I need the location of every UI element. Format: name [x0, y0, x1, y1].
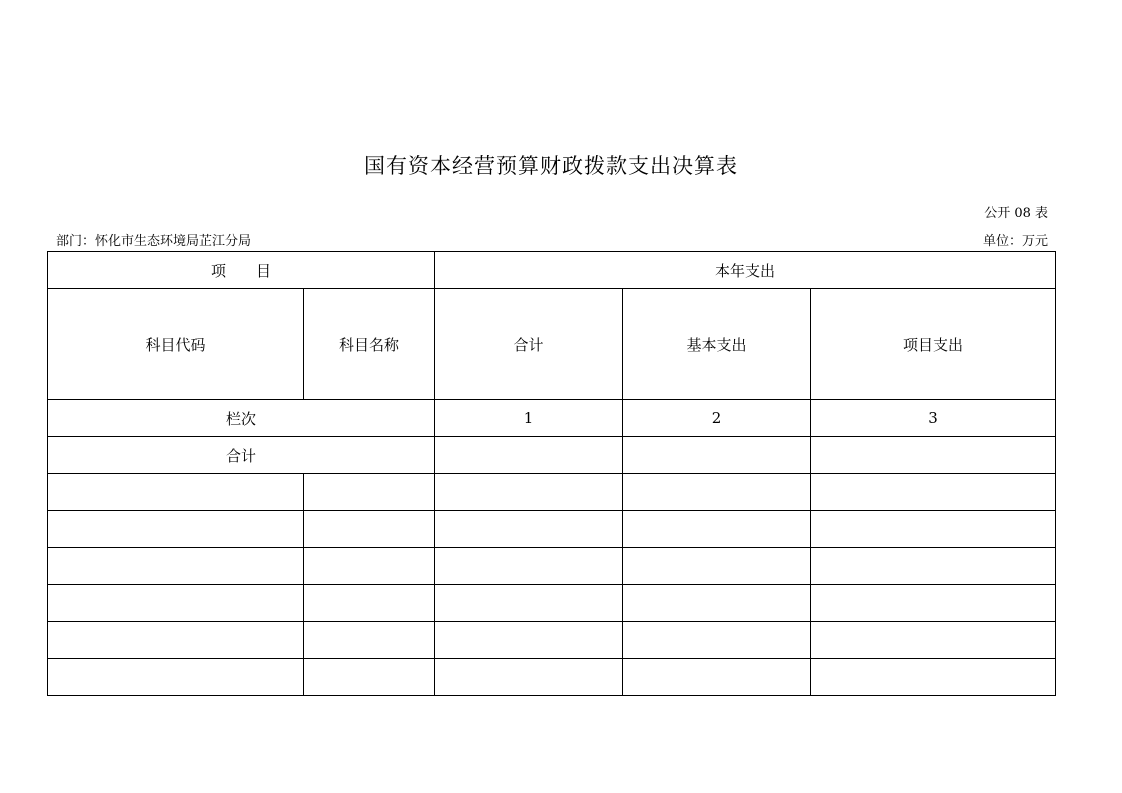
department-label: 部门：怀化市生态环境局芷江分局 [56, 234, 252, 249]
table-cell [623, 622, 811, 659]
total-cell [435, 437, 623, 474]
header-row-2 [48, 289, 1056, 400]
table-cell [48, 548, 304, 585]
table-cell [48, 659, 304, 696]
table-cell [304, 474, 435, 511]
table-cell [623, 511, 811, 548]
table-cell [623, 659, 811, 696]
table-cell [811, 511, 1056, 548]
total-row-label: 合计 [48, 437, 435, 474]
index-value-2: 2 [623, 400, 811, 437]
table-cell [435, 622, 623, 659]
col-total: 合计 [435, 289, 623, 400]
total-basic-cell [623, 437, 811, 474]
table-cell [304, 585, 435, 622]
budget-table [47, 251, 1056, 696]
table-cell [811, 548, 1056, 585]
table-row [48, 548, 1056, 585]
form-number: 公开 08 表 [984, 206, 1048, 221]
table-cell [304, 548, 435, 585]
page-title: 国有资本经营预算财政拨款支出决算表 [364, 154, 738, 178]
table-cell [304, 622, 435, 659]
table-cell [48, 511, 304, 548]
table-cell [811, 474, 1056, 511]
table-cell [623, 548, 811, 585]
col-basic-expense: 基本支出 [623, 289, 811, 400]
table-cell [435, 474, 623, 511]
table-cell [48, 585, 304, 622]
table-row [48, 474, 1056, 511]
table-cell [435, 659, 623, 696]
header-row-1 [48, 252, 1056, 289]
table-row [48, 511, 1056, 548]
table-cell [811, 659, 1056, 696]
table-cell [623, 474, 811, 511]
col-subject-code: 科目代码 [48, 289, 304, 400]
table-cell [811, 622, 1056, 659]
table-cell [435, 548, 623, 585]
table-cell [304, 659, 435, 696]
table-row [48, 622, 1056, 659]
header-year-expense: 本年支出 [435, 252, 1056, 289]
table-cell [48, 622, 304, 659]
total-row [48, 437, 1056, 474]
table-row [48, 585, 1056, 622]
table-row [48, 659, 1056, 696]
table-cell [304, 511, 435, 548]
table-cell [48, 474, 304, 511]
unit-label: 单位：万元 [982, 234, 1048, 249]
index-row-label: 栏次 [48, 400, 435, 437]
index-value-3: 3 [811, 400, 1056, 437]
col-project-expense: 项目支出 [811, 289, 1056, 400]
table-cell [811, 585, 1056, 622]
header-item: 项 目 [48, 252, 435, 289]
col-subject-name: 科目名称 [304, 289, 435, 400]
table-cell [435, 511, 623, 548]
index-row [48, 400, 1056, 437]
total-project-cell [811, 437, 1056, 474]
index-value-1: 1 [435, 400, 623, 437]
table-cell [435, 585, 623, 622]
table-cell [623, 585, 811, 622]
